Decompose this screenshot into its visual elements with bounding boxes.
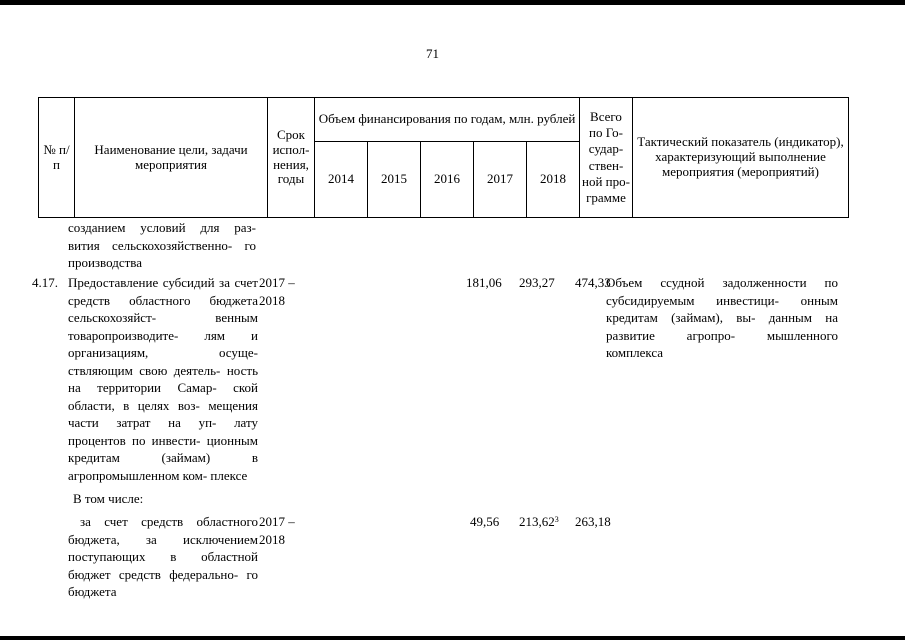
row-sub-name: за счет средств областного бюджета, за исключением поступающих в областной бюджет средств федерально- го бюджета bbox=[68, 514, 258, 599]
including-label: В том числе: bbox=[73, 491, 144, 506]
row-sub-total: 263,18 bbox=[575, 514, 611, 529]
row-sub-2017: 49,56 bbox=[470, 514, 500, 529]
page-number: 71 bbox=[426, 46, 439, 61]
page-bottom-edge bbox=[0, 636, 905, 640]
row-417-2017: 181,06 bbox=[466, 275, 502, 290]
row-417-term: 2017 – 2018 bbox=[259, 275, 295, 308]
header-year-2014: 2014 bbox=[315, 142, 368, 218]
row-sub-2018-cell bbox=[519, 513, 559, 531]
header-total: Всего по Го- судар- ствен- ной про- грамме bbox=[580, 98, 633, 218]
header-term: Срок испол- нения, годы bbox=[268, 98, 315, 218]
program-table-header bbox=[38, 97, 849, 218]
row-417-total: 474,33 bbox=[575, 275, 611, 290]
header-year-2017: 2017 bbox=[474, 142, 527, 218]
header-indicator: Тактический показатель (индикатор), характеризующий выполнение мероприятия (мероприятий) bbox=[633, 98, 849, 218]
header-num: № п/п bbox=[39, 98, 75, 218]
row-417-num: 4.17. bbox=[32, 275, 58, 290]
header-year-2015: 2015 bbox=[368, 142, 421, 218]
header-funding: Объем финансирования по годам, млн. рублей bbox=[315, 98, 580, 142]
row-417-indicator: Объем ссудной задолженности по субсидируемым инвестици- онным кредитам (займам), вы- данным на развитие агропро- мышленного комплекса bbox=[606, 275, 838, 360]
row-sub-term: 2017 – 2018 bbox=[259, 514, 295, 547]
header-year-2018: 2018 bbox=[527, 142, 580, 218]
row-417-2018: 293,27 bbox=[519, 275, 555, 290]
page-top-edge bbox=[0, 0, 905, 5]
row-sub-2018-footnote: 3 bbox=[554, 515, 559, 524]
continuation-text: созданием условий для раз- вития сельскохозяйственно- го производства bbox=[68, 220, 256, 270]
header-year-2016: 2016 bbox=[421, 142, 474, 218]
row-sub-2018: 213,62 bbox=[519, 514, 555, 529]
header-name: Наименование цели, задачи мероприятия bbox=[75, 98, 268, 218]
row-417-name: Предоставление субсидий за счет средств областного бюджета сельскохозяйст- венным товаропроизводите- лям и организациям, осуще- ствляющим свою деятель- ность на территории Самар- ской области, в целях воз- мещения части затрат на уп- лату процентов по инвести- ционным кредитам (займам) в агропромышленном ком- плексе bbox=[68, 275, 258, 483]
